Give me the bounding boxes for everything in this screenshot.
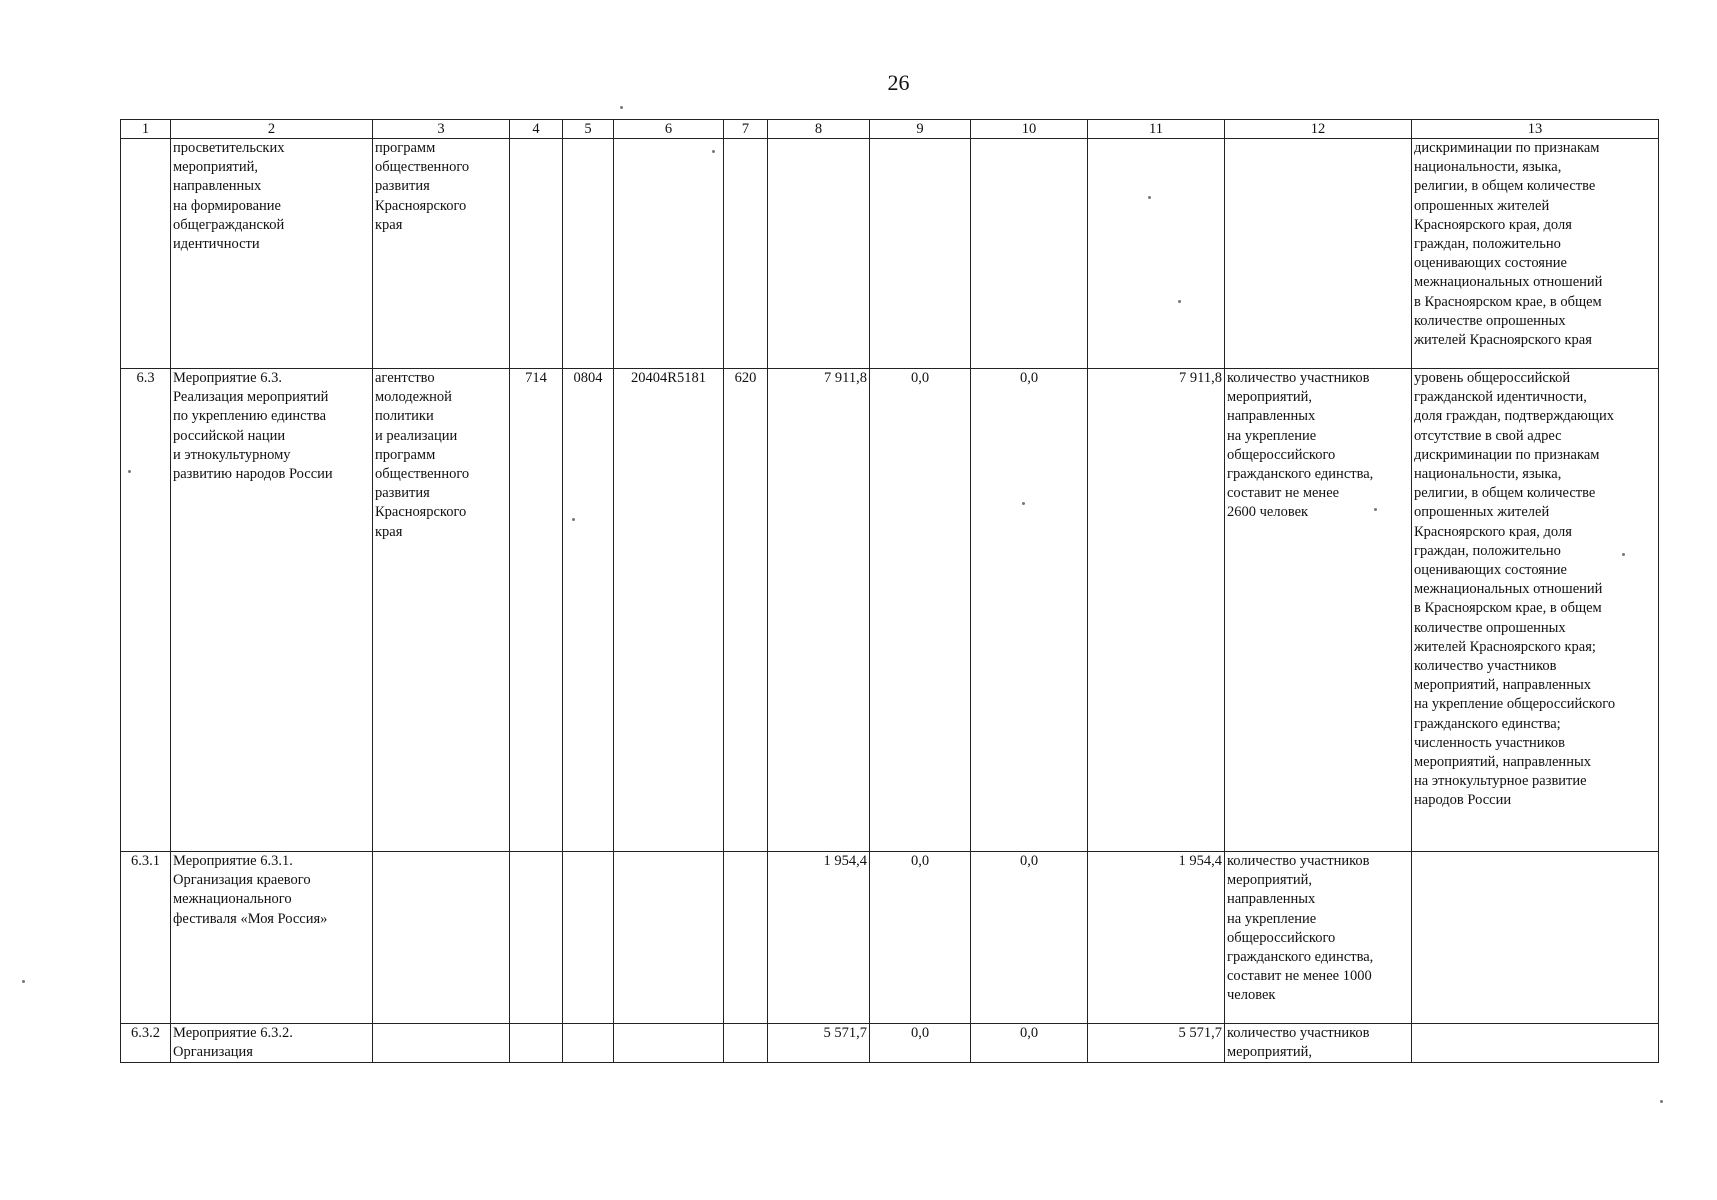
cell-rzpr-code (563, 1024, 614, 1063)
scan-speck (128, 470, 131, 473)
cell-indicator: уровень общероссийской гражданской идентичности, доля граждан, подтверждающих отсутствие в свой адрес дискриминации по признакам национальности, языка, религии, в общем количестве опрошенных жителей Красноярского края, доля граждан, положительно оценивающих состояние межнациональных отношений в Красноярском крае, в общем количестве опрошенных жителей Красноярского края; количество участников мероприятий, направленных на укрепление общероссийского гражданского единства; численность участников мероприятий, направленных на этнокультурное развитие народов России (1412, 369, 1659, 852)
cell-activity-name: Мероприятие 6.3.2. Организация (171, 1024, 373, 1063)
cell-empty (1225, 139, 1412, 369)
cell-empty (724, 139, 768, 369)
column-header: 8 (768, 120, 870, 139)
scan-speck (1178, 300, 1181, 303)
scan-speck (620, 106, 623, 109)
scan-speck (22, 980, 25, 983)
cell-rzpr-code (563, 852, 614, 1024)
cell-expected-result: количество участников мероприятий, направленных на укрепление общероссийского гражданского единства, составит не менее 2600 человек (1225, 369, 1412, 852)
table-row (121, 369, 1659, 852)
column-header: 4 (510, 120, 563, 139)
cell-year2-amount: 0,0 (870, 1024, 971, 1063)
cell-empty (614, 139, 724, 369)
cell-indicator (1412, 852, 1659, 1024)
column-header: 1 (121, 120, 171, 139)
cell-year2-amount: 0,0 (870, 852, 971, 1024)
cell-executor (373, 852, 510, 1024)
cell-grbs-code: 714 (510, 369, 563, 852)
cell-vr-code (724, 1024, 768, 1063)
cell-csr-code: 20404R5181 (614, 369, 724, 852)
column-header: 5 (563, 120, 614, 139)
cell-total-amount: 7 911,8 (1088, 369, 1225, 852)
program-activities-table (120, 119, 1659, 1063)
cell-executor: программ общественного развития Красноярского края (373, 139, 510, 369)
cell-indicator (1412, 1024, 1659, 1063)
table-row (121, 1024, 1659, 1063)
cell-empty (971, 139, 1088, 369)
column-header: 12 (1225, 120, 1412, 139)
cell-executor: агентство молодежной политики и реализации программ общественного развития Красноярского края (373, 369, 510, 852)
cell-year2-amount: 0,0 (870, 369, 971, 852)
column-header: 10 (971, 120, 1088, 139)
cell-activity-name: Мероприятие 6.3.1. Организация краевого межнационального фестиваля «Моя Россия» (171, 852, 373, 1024)
cell-empty (1088, 139, 1225, 369)
cell-vr-code (724, 852, 768, 1024)
cell-empty (563, 139, 614, 369)
continuation-row (121, 139, 1659, 369)
cell-grbs-code (510, 1024, 563, 1063)
scan-speck (1660, 1100, 1663, 1103)
table-row (121, 852, 1659, 1024)
cell-number: 6.3 (121, 369, 171, 852)
column-number-row (121, 120, 1659, 139)
column-header: 3 (373, 120, 510, 139)
cell-total-amount: 1 954,4 (1088, 852, 1225, 1024)
page-number: 26 (887, 70, 910, 95)
cell-empty (870, 139, 971, 369)
cell-total-amount: 5 571,7 (1088, 1024, 1225, 1063)
cell-csr-code (614, 1024, 724, 1063)
scan-speck (1148, 196, 1151, 199)
scan-speck (1374, 508, 1377, 511)
column-header: 9 (870, 120, 971, 139)
cell-csr-code (614, 852, 724, 1024)
cell-grbs-code (510, 852, 563, 1024)
cell-activity-name: Мероприятие 6.3. Реализация мероприятий по укреплению единства российской нации и этнокультурному развитию народов России (171, 369, 373, 852)
column-header: 11 (1088, 120, 1225, 139)
cell-expected-result: количество участников мероприятий, (1225, 1024, 1412, 1063)
scan-speck (1022, 502, 1025, 505)
cell-year1-amount: 1 954,4 (768, 852, 870, 1024)
cell-empty (121, 139, 171, 369)
scan-speck (712, 150, 715, 153)
cell-indicator: дискриминации по признакам национальности, языка, религии, в общем количестве опрошенных жителей Красноярского края, доля граждан, положительно оценивающих состояние межнациональных отношений в Красноярском крае, в общем количестве опрошенных жителей Красноярского края (1412, 139, 1659, 369)
cell-empty (768, 139, 870, 369)
cell-year1-amount: 5 571,7 (768, 1024, 870, 1063)
column-header: 7 (724, 120, 768, 139)
scan-speck (1622, 553, 1625, 556)
column-header: 6 (614, 120, 724, 139)
column-header: 13 (1412, 120, 1659, 139)
cell-expected-result: количество участников мероприятий, направленных на укрепление общероссийского гражданского единства, составит не менее 1000 человек (1225, 852, 1412, 1024)
cell-year3-amount: 0,0 (971, 852, 1088, 1024)
cell-number: 6.3.1 (121, 852, 171, 1024)
cell-activity-name: просветительских мероприятий, направленных на формирование общегражданской идентичности (171, 139, 373, 369)
cell-year1-amount: 7 911,8 (768, 369, 870, 852)
cell-year3-amount: 0,0 (971, 1024, 1088, 1063)
cell-rzpr-code: 0804 (563, 369, 614, 852)
cell-vr-code: 620 (724, 369, 768, 852)
cell-year3-amount: 0,0 (971, 369, 1088, 852)
cell-empty (510, 139, 563, 369)
scan-speck (572, 518, 575, 521)
cell-number: 6.3.2 (121, 1024, 171, 1063)
cell-executor (373, 1024, 510, 1063)
column-header: 2 (171, 120, 373, 139)
